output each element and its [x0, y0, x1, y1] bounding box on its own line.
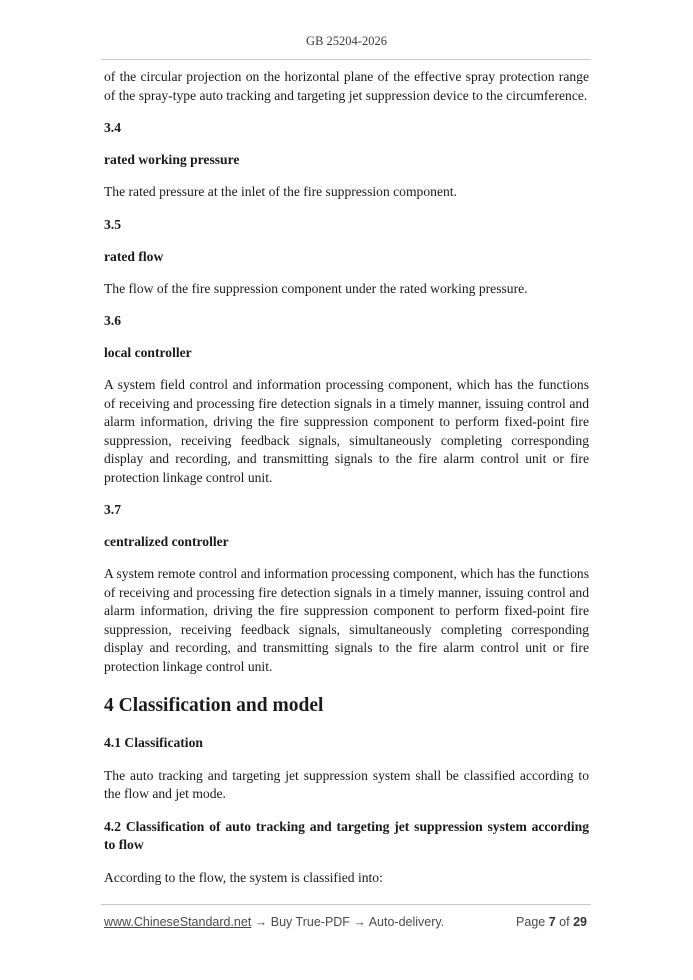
- section-4-1-heading: 4.1 Classification: [104, 735, 203, 750]
- term-definition-3-5: The flow of the fire suppression component under the rated working pressure.: [104, 280, 528, 296]
- footer-tagline: → Buy True-PDF → Auto-delivery.: [251, 915, 445, 929]
- footer-promo: [104, 915, 444, 929]
- header-divider: [101, 59, 591, 60]
- footer-divider: [101, 904, 591, 905]
- term-title-3-7: centralized controller: [104, 534, 229, 549]
- term-number-3-5: 3.5: [104, 216, 121, 232]
- term-definition-3-7: A system remote control and information processing component, which has the functions of receiving and processing fire detection signals in a timely manner, issuing control and alarm information, driving the fire suppression component to perform fixed-point fire suppression, receiving feedback signals, simultaneously completing corresponding display and recording, and transmitting signals to the fire alarm control unit or fire protection linkage control unit.: [104, 566, 589, 674]
- section-4-1-text: The auto tracking and targeting jet suppression system shall be classified according to the flow and jet mode.: [104, 767, 589, 801]
- website-link[interactable]: www.ChineseStandard.net: [104, 915, 252, 929]
- page-total: 29: [573, 915, 587, 929]
- section-4-heading: 4 Classification and model: [104, 695, 324, 716]
- term-title-3-6: local controller: [104, 345, 192, 360]
- term-definition-3-4: The rated pressure at the inlet of the fire suppression component.: [104, 184, 457, 199]
- term-number-3-7: 3.7: [104, 502, 121, 517]
- page-current: 7: [548, 915, 556, 929]
- intro-paragraph: of the circular projection on the horizontal plane of the effective spray protection range of the spray-type auto tracking and targeting jet suppression device to the circumference.: [104, 69, 589, 103]
- page-footer: [104, 915, 587, 933]
- term-number-3-4: 3.4: [104, 120, 121, 135]
- page-header: GB 25204-2026: [306, 34, 387, 48]
- page-content: [104, 68, 589, 887]
- term-number-3-6: 3.6: [104, 313, 121, 328]
- term-title-3-4: rated working pressure: [104, 152, 240, 167]
- page-of-label: of: [559, 915, 570, 929]
- term-title-3-5: rated flow: [104, 248, 164, 264]
- term-definition-3-6: A system field control and information processing component, which has the functions of receiving and processing fire detection signals in a timely manner, issuing control and alarm information, driving the fire suppression component to perform fixed-point fire suppression, receiving feedback signals, simultaneously completing corresponding display and recording, and transmitting signals to the fire alarm control unit or fire protection linkage control unit.: [104, 377, 589, 485]
- page-indicator: [516, 915, 587, 929]
- section-4-2-heading: 4.2 Classification of auto tracking and targeting jet suppression system according to flow: [104, 818, 589, 852]
- page-label: Page: [516, 915, 546, 929]
- section-4-2-text: According to the flow, the system is classified into:: [104, 869, 383, 885]
